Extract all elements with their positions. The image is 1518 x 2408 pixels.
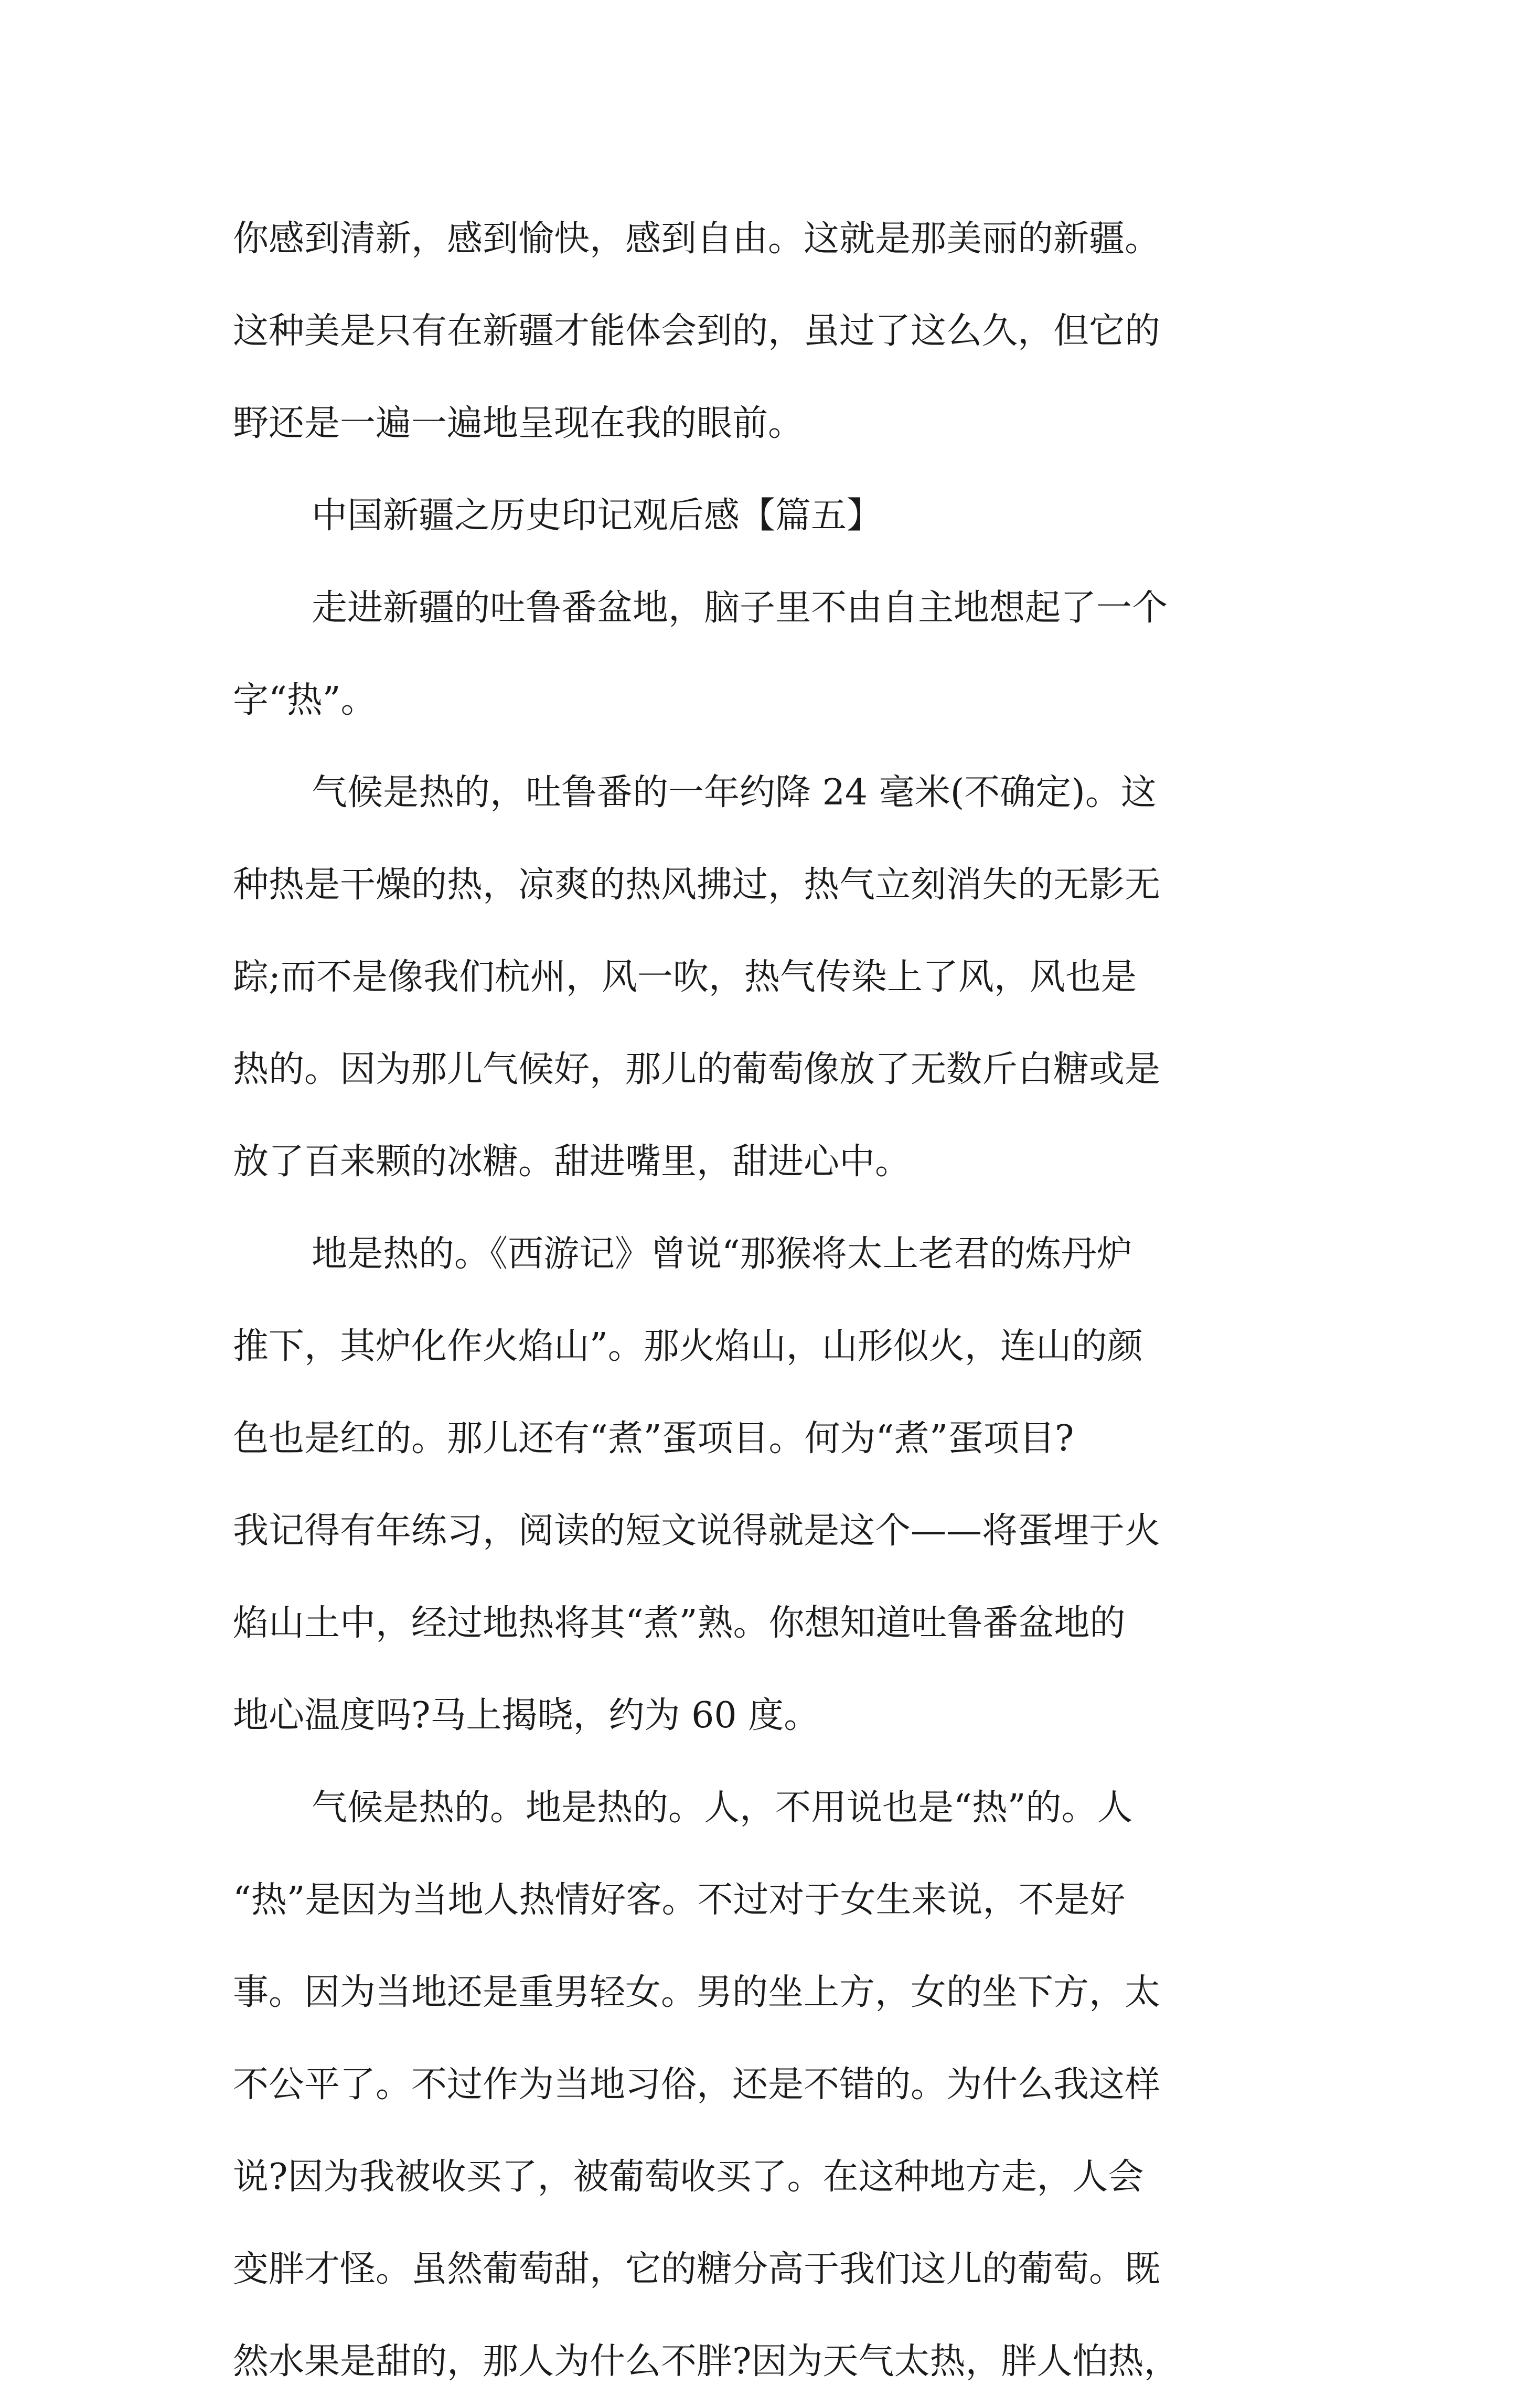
text-line: 野还是一遍一遍地呈现在我的眼前。 <box>233 403 804 444</box>
text-line: 变胖才怪。虽然葡萄甜，它的糖分高于我们这儿的葡萄。既 <box>233 2249 1161 2290</box>
text-line: 地心温度吗?马上揭晓，约为 60 度。 <box>233 1695 820 1736</box>
text-line: 踪;而不是像我们杭州，风一吹，热气传染上了风，风也是 <box>233 956 1137 998</box>
text-line: 我记得有年练习，阅读的短文说得就是这个——将蛋埋于火 <box>233 1510 1161 1552</box>
text-line: 热的。因为那儿气候好，那儿的葡萄像放了无数斤白糖或是 <box>233 1049 1161 1090</box>
text-line: “热”是因为当地人热情好客。不过对于女生来说，不是好 <box>233 1879 1126 1921</box>
text-line: 气候是热的，吐鲁番的一年约降 24 毫米(不确定)。这 <box>312 772 1157 813</box>
text-line: 走进新疆的吐鲁番盆地，脑子里不由自主地想起了一个 <box>312 587 1168 629</box>
text-line: 说?因为我被收买了，被葡萄收买了。在这种地方走，人会 <box>233 2156 1144 2198</box>
document-body <box>233 193 1303 2408</box>
text-line: 放了百来颗的冰糖。甜进嘴里，甜进心中。 <box>233 1141 911 1182</box>
text-line: 字“热”。 <box>233 680 377 721</box>
text-line: 事。因为当地还是重男轻女。男的坐上方，女的坐下方，太 <box>233 1972 1161 2013</box>
text-line: 你感到清新，感到愉快，感到自由。这就是那美丽的新疆。 <box>233 218 1161 260</box>
text-line: 色也是红的。那儿还有“煮”蛋项目。何为“煮”蛋项目? <box>233 1418 1074 1459</box>
section-heading: 中国新疆之历史印记观后感【篇五】 <box>312 495 883 536</box>
text-line: 焰山土中，经过地热将其“煮”熟。你想知道吐鲁番盆地的 <box>233 1603 1126 1644</box>
text-line: 气候是热的。地是热的。人，不用说也是“热”的。人 <box>312 1787 1133 1829</box>
text-line: 地是热的。《西游记》曾说“那猴将太上老君的炼丹炉 <box>312 1233 1132 1275</box>
text-line: 然水果是甜的，那人为什么不胖?因为天气太热，胖人怕热， <box>233 2341 1180 2382</box>
text-line: 不公平了。不过作为当地习俗，还是不错的。为什么我这样 <box>233 2064 1161 2105</box>
text-line: 这种美是只有在新疆才能体会到的，虽过了这么久，但它的 <box>233 310 1161 352</box>
text-line: 推下，其炉化作火焰山”。那火焰山，山形似火，连山的颜 <box>233 1326 1143 1367</box>
text-line: 种热是干燥的热，凉爽的热风拂过，热气立刻消失的无影无 <box>233 864 1161 906</box>
